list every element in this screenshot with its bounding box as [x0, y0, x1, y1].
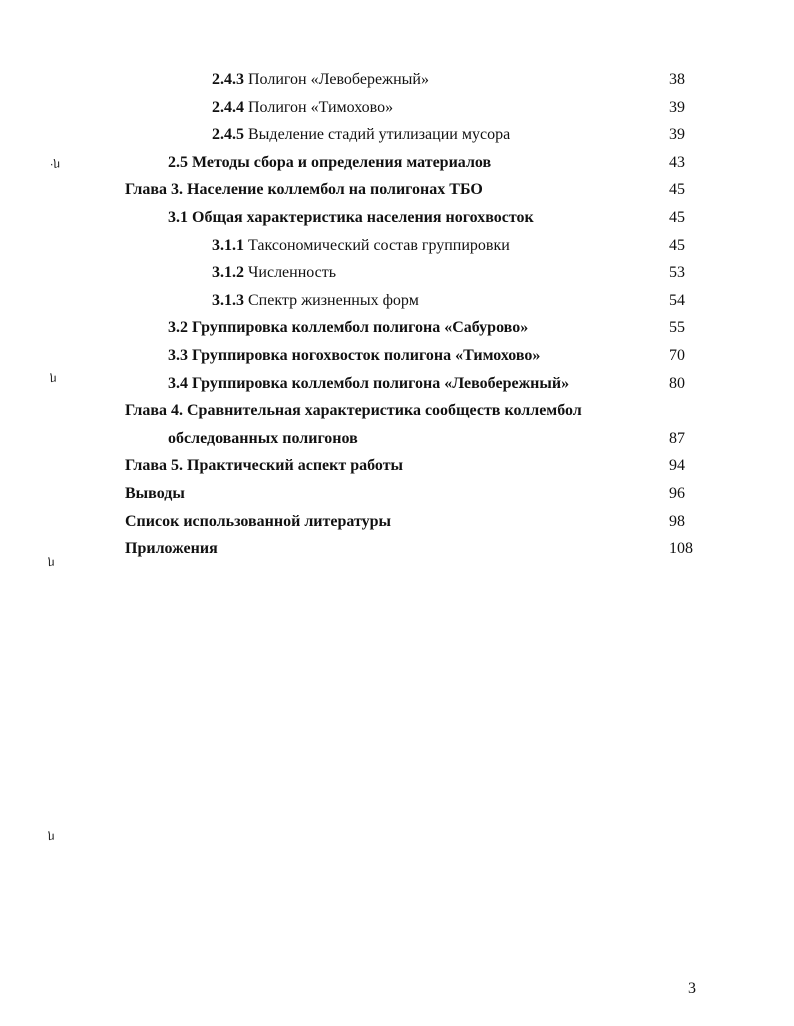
toc-entry	[0, 397, 794, 425]
toc-entry	[0, 508, 794, 536]
binding-hole-mark: ⴑ	[47, 555, 56, 570]
toc-entry-text	[212, 66, 429, 94]
toc-entry	[0, 232, 794, 260]
toc-entry-page: 55	[669, 319, 685, 337]
toc-entry-title: Группировка ногохвосток полигона «Тимохово»	[192, 346, 541, 364]
toc-entry-number: 2.4.4	[212, 98, 244, 116]
toc-entry-text	[125, 535, 218, 563]
binding-hole-mark: ⴑ	[47, 829, 56, 844]
toc-entry-page: 94	[669, 457, 685, 475]
toc-entry-text	[168, 425, 358, 453]
toc-entry-text	[212, 259, 336, 287]
toc-entry-number: 2.4.5	[212, 126, 244, 144]
toc-entry-title: Глава 5. Практический аспект работы	[125, 457, 404, 475]
toc-entry-title: Выводы	[125, 484, 185, 502]
toc-entry-page: 53	[669, 264, 685, 282]
toc-entry	[0, 121, 794, 149]
toc-entry-number: 3.4	[168, 374, 188, 392]
toc-entry	[0, 535, 794, 563]
toc-entry	[0, 314, 794, 342]
toc-entry-page: 98	[669, 512, 685, 530]
toc-entry	[0, 452, 794, 480]
toc-entry-title: Приложения	[125, 540, 218, 558]
toc-entry-title: Численность	[248, 264, 337, 282]
toc-entry-title: Выделение стадий утилизации мусора	[248, 126, 511, 144]
toc-entry-title: Полигон «Левобережный»	[248, 71, 429, 88]
toc-entry-text	[212, 232, 510, 260]
toc-entry-title: обследованных полигонов	[168, 429, 358, 447]
toc-entry-page: 108	[669, 540, 693, 558]
toc-entry-page: 87	[669, 429, 685, 447]
toc-entry-number: 3.1.2	[212, 264, 244, 282]
toc-entry-page: 45	[669, 181, 685, 199]
toc-entry-text	[212, 287, 419, 315]
toc-entry	[0, 287, 794, 315]
toc-entry	[0, 176, 794, 204]
toc-entry-text	[212, 94, 393, 122]
toc-entry-text	[168, 204, 534, 232]
toc-entry	[0, 66, 794, 94]
toc-entry-title: Таксономический состав группировки	[248, 236, 510, 254]
toc-entry-text	[125, 397, 582, 425]
toc-entry-number: 3.1	[168, 208, 188, 226]
toc-entry-text	[168, 149, 491, 177]
toc-entry	[0, 94, 794, 122]
toc-entry-page: 96	[669, 484, 685, 502]
toc-entry-page: 39	[669, 98, 685, 116]
toc-entry-text	[168, 342, 540, 370]
toc-entry-number: 3.3	[168, 346, 188, 364]
toc-entry-text	[125, 480, 185, 508]
toc-entry	[0, 149, 794, 177]
toc-entry-number: 2.5	[168, 153, 188, 171]
toc-entry	[0, 259, 794, 287]
toc-entry-title: Глава 4. Сравнительная характеристика сообществ коллембол	[125, 402, 582, 420]
toc-entry	[0, 342, 794, 370]
toc-entry-page: 39	[669, 126, 685, 144]
toc-entry-number: 3.2	[168, 319, 188, 337]
toc-entry-page: 70	[669, 346, 685, 364]
toc-entry	[0, 425, 794, 453]
toc-entry	[0, 480, 794, 508]
toc-entry-page: 45	[669, 208, 685, 226]
toc-entry-text	[125, 176, 483, 204]
toc-entry-number: 2.4.3	[212, 71, 244, 88]
toc-entry-page: 54	[669, 291, 685, 309]
toc-entry-text	[212, 121, 510, 149]
toc-entry-title: Методы сбора и определения материалов	[192, 153, 492, 171]
toc-entry-text	[125, 508, 391, 536]
toc-entry-text	[125, 452, 403, 480]
toc-entry-title: Список использованной литературы	[125, 512, 391, 530]
toc-entry-text	[168, 314, 528, 342]
toc-entry-page: 45	[669, 236, 685, 254]
toc-entry-page: 80	[669, 374, 685, 392]
toc-entry-title: Общая характеристика населения ногохвосток	[192, 208, 534, 226]
table-of-contents	[0, 66, 794, 563]
toc-entry	[0, 370, 794, 398]
toc-entry-page: 38	[669, 71, 685, 88]
toc-entry-page: 43	[669, 153, 685, 171]
toc-entry	[0, 204, 794, 232]
page-number: 3	[688, 980, 696, 997]
toc-entry-title: Глава 3. Население коллембол на полигонах ТБО	[125, 181, 483, 199]
toc-entry-title: Группировка коллембол полигона «Левобережный»	[192, 374, 570, 392]
toc-entry-title: Спектр жизненных форм	[248, 291, 419, 309]
toc-entry-title: Полигон «Тимохово»	[248, 98, 394, 116]
toc-entry-text	[168, 370, 569, 398]
binding-hole-mark: ·ⴑ	[49, 157, 61, 172]
toc-entry-number: 3.1.1	[212, 236, 244, 254]
toc-entry-title: Группировка коллембол полигона «Сабурово»	[192, 319, 529, 337]
binding-hole-mark: ⴑ	[49, 371, 58, 386]
toc-entry-number: 3.1.3	[212, 291, 244, 309]
